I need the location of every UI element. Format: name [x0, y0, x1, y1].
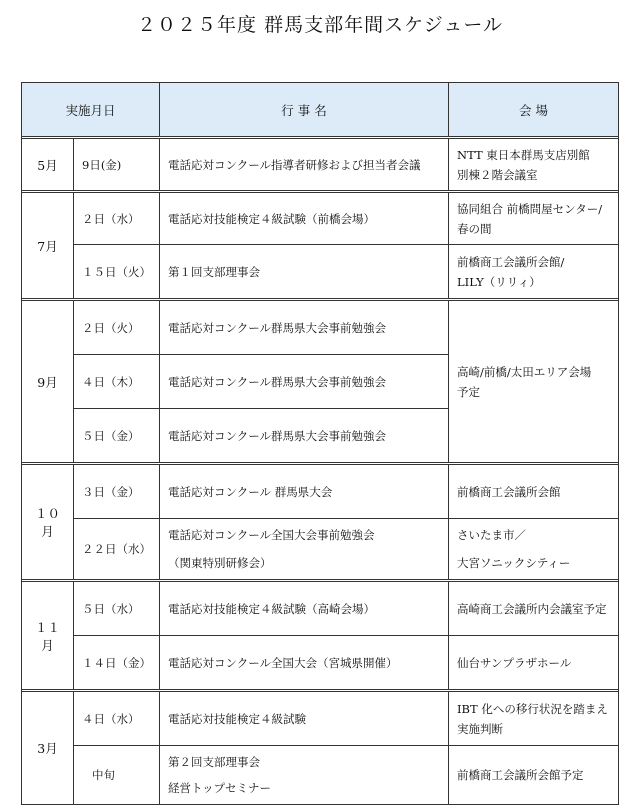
event-line: 経営トップセミナー	[168, 781, 272, 795]
event-line: 電話応対技能検定４級試験	[168, 711, 307, 726]
venue-line: 高崎商工会議所内会議室予定	[457, 601, 607, 616]
event-cell	[160, 582, 449, 636]
header-date: 実施月日	[22, 83, 160, 137]
table-row	[22, 245, 619, 299]
venue-line: 仙台サンプラザホール	[457, 655, 572, 670]
event-cell	[160, 245, 449, 299]
venue-line: 協同組合 前橋問屋センター/	[457, 201, 603, 216]
month-cell: １１月	[22, 582, 74, 690]
event-line: 第１回支部理事会	[168, 264, 261, 279]
table-row	[22, 692, 619, 746]
venue-line: IBT 化への移行状況を踏まえ	[457, 701, 608, 716]
event-cell	[160, 301, 449, 355]
venue-cell	[449, 582, 619, 636]
date-cell: ２２日（水）	[74, 519, 160, 580]
venue-cell	[449, 465, 619, 519]
table-row	[22, 582, 619, 636]
table-row	[22, 139, 619, 191]
venue-line: 前橋商工会議所会館予定	[457, 768, 584, 782]
date-cell: ５日（金）	[74, 409, 160, 463]
venue-line: NTT 東日本群馬支店別館	[457, 147, 590, 162]
date-cell: ３日（金）	[74, 465, 160, 519]
venue-line: LILY（リリィ）	[457, 274, 541, 289]
date-cell: １５日（火）	[74, 245, 160, 299]
event-line: 電話応対コンクール群馬県大会事前勉強会	[168, 428, 387, 443]
month-cell: 9月	[22, 301, 74, 463]
table-row	[22, 636, 619, 690]
month-cell: 3月	[22, 692, 74, 805]
event-line: 電話応対コンクール 群馬県大会	[168, 484, 333, 499]
event-line: 電話応対技能検定４級試験（前橋会場）	[168, 211, 376, 226]
event-cell	[160, 746, 449, 805]
event-line: 第２回支部理事会	[168, 755, 261, 769]
venue-line: 春の間	[457, 221, 492, 236]
event-line: （関東特別研修会）	[168, 556, 272, 570]
venue-line: 前橋商工会議所会館/	[457, 254, 565, 269]
event-line: 電話応対技能検定４級試験（高崎会場）	[168, 601, 376, 616]
event-cell	[160, 193, 449, 245]
venue-cell	[449, 692, 619, 746]
event-line: 電話応対コンクール全国大会（宮城県開催）	[168, 655, 398, 670]
event-cell	[160, 409, 449, 463]
date-cell: ５日（水）	[74, 582, 160, 636]
venue-line: 実施判断	[457, 721, 504, 736]
venue-cell	[449, 746, 619, 805]
table-row	[22, 746, 619, 805]
header-event: 行 事 名	[160, 83, 449, 137]
date-cell: １４日（金）	[74, 636, 160, 690]
date-cell: ４日（水）	[74, 692, 160, 746]
venue-cell	[449, 245, 619, 299]
table-row	[22, 301, 619, 355]
date-cell: ２日（火）	[74, 301, 160, 355]
event-cell	[160, 139, 449, 191]
event-line: 電話応対コンクール群馬県大会事前勉強会	[168, 374, 387, 389]
date-cell: 中旬	[74, 746, 160, 805]
date-cell: ４日（木）	[74, 355, 160, 409]
venue-line: 前橋商工会議所会館	[457, 484, 561, 499]
event-cell	[160, 636, 449, 690]
table-row	[22, 519, 619, 580]
venue-line: さいたま市／	[457, 528, 527, 542]
event-line: 電話応対コンクール指導者研修および担当者会議	[168, 157, 421, 172]
venue-cell	[449, 519, 619, 580]
date-cell: ２日（水）	[74, 193, 160, 245]
table-header-row	[22, 83, 619, 137]
venue-line: 別棟２階会議室	[457, 167, 538, 182]
date-cell: 9日(金)	[74, 139, 160, 191]
schedule-table	[21, 82, 619, 805]
header-venue: 会 場	[449, 83, 619, 137]
event-line: 電話応対コンクール群馬県大会事前勉強会	[168, 320, 387, 335]
event-cell	[160, 692, 449, 746]
event-cell	[160, 355, 449, 409]
event-cell	[160, 465, 449, 519]
month-cell: １０月	[22, 465, 74, 580]
table-row	[22, 465, 619, 519]
venue-line: 高崎/前橋/太田エリア会場	[457, 364, 592, 379]
venue-line: 大宮ソニックシティー	[457, 556, 571, 570]
event-line: 電話応対コンクール全国大会事前勉強会	[168, 528, 375, 542]
table-row	[22, 193, 619, 245]
month-cell: 5月	[22, 139, 74, 191]
venue-line: 予定	[457, 384, 481, 399]
venue-cell	[449, 193, 619, 245]
event-cell	[160, 519, 449, 580]
venue-cell	[449, 636, 619, 690]
venue-cell	[449, 301, 619, 463]
venue-cell	[449, 139, 619, 191]
month-cell: 7月	[22, 193, 74, 299]
page-title: ２０２５年度 群馬支部年間スケジュール	[137, 14, 503, 36]
